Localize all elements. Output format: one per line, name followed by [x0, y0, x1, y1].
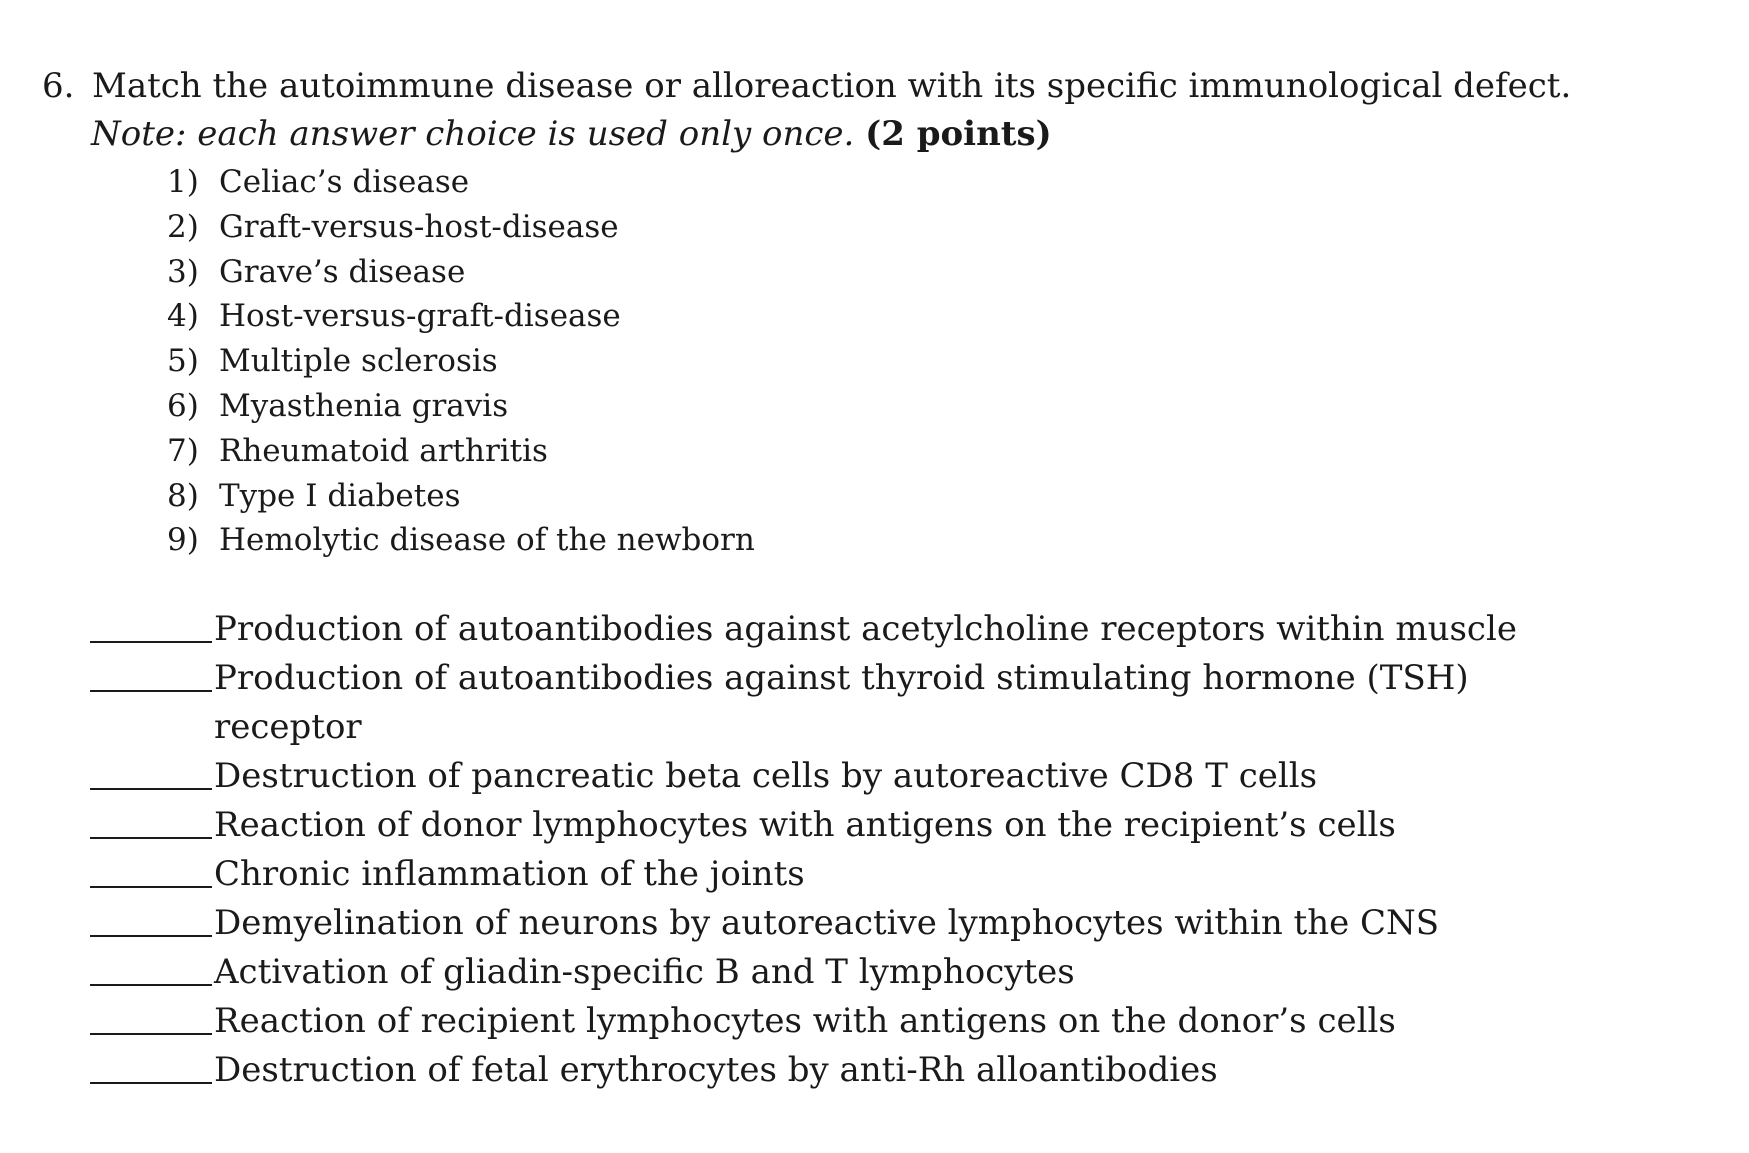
- defect-description: Production of autoantibodies against thyroid stimulating hormone (TSH): [214, 658, 1469, 698]
- choice-label: Celiac’s disease: [219, 164, 470, 200]
- choice-label: Hemolytic disease of the newborn: [219, 522, 755, 559]
- choice-item: [167, 384, 755, 429]
- matching-row: [90, 899, 1517, 948]
- question-note: [91, 110, 1052, 158]
- answer-blank[interactable]: [90, 690, 212, 692]
- answer-blank[interactable]: [90, 641, 212, 643]
- matching-row: [90, 850, 1517, 899]
- choice-label: Graft-versus-host-disease: [219, 208, 619, 245]
- note-text: Note: each answer choice is used only once.: [91, 114, 855, 154]
- matching-row: [90, 997, 1517, 1046]
- matching-row: [90, 654, 1517, 703]
- points-label: (2 points): [865, 114, 1052, 154]
- choice-label: Rheumatoid arthritis: [219, 432, 548, 469]
- choice-item: [167, 250, 755, 295]
- choice-number: 9): [167, 522, 199, 559]
- choice-item: [167, 474, 755, 519]
- question-number: 6.: [42, 66, 75, 106]
- choice-number: 3): [167, 253, 199, 290]
- choice-number: 8): [167, 477, 199, 514]
- answer-blank[interactable]: [90, 1082, 212, 1084]
- choice-number: 7): [167, 432, 199, 469]
- defect-description: Reaction of recipient lymphocytes with antigens on the donor’s cells: [214, 1001, 1396, 1041]
- choice-number: 5): [167, 343, 199, 380]
- defect-description: Reaction of donor lymphocytes with antigens on the recipient’s cells: [214, 805, 1396, 845]
- answer-blank[interactable]: [90, 886, 212, 888]
- choice-label: Grave’s disease: [219, 253, 466, 290]
- choice-number: 4): [167, 298, 199, 335]
- answer-blank[interactable]: [90, 788, 212, 790]
- defect-description: Chronic inflammation of the joints: [214, 854, 805, 894]
- answer-blank[interactable]: [90, 1033, 212, 1035]
- choice-number: 2): [167, 208, 199, 245]
- defect-description: Production of autoantibodies against acetylcholine receptors within muscle: [214, 609, 1517, 649]
- choice-item: [167, 294, 755, 339]
- choice-item: [167, 429, 755, 474]
- answer-blank[interactable]: [90, 837, 212, 839]
- question-prompt: [42, 62, 1571, 110]
- matching-row: [90, 752, 1517, 801]
- defect-description-continuation: receptor: [214, 707, 362, 747]
- answer-blank[interactable]: [90, 935, 212, 937]
- choice-label: Host-versus-graft-disease: [219, 298, 621, 335]
- choice-number: 1): [167, 164, 199, 200]
- defect-description: Demyelination of neurons by autoreactive lymphocytes within the CNS: [214, 903, 1440, 943]
- answer-choices-list: [167, 160, 755, 563]
- question-text: Match the autoimmune disease or alloreaction with its specific immunological defect.: [92, 66, 1572, 106]
- matching-row: [90, 801, 1517, 850]
- choice-item: [167, 160, 755, 205]
- defect-description: Activation of gliadin-specific B and T lymphocytes: [214, 952, 1075, 992]
- choice-item: [167, 205, 755, 250]
- choice-number: 6): [167, 387, 199, 424]
- choice-label: Myasthenia gravis: [219, 387, 509, 424]
- matching-blanks-list: [90, 605, 1517, 1095]
- defect-description: Destruction of pancreatic beta cells by autoreactive CD8 T cells: [214, 756, 1318, 796]
- matching-row: [90, 1046, 1517, 1095]
- matching-row: [90, 605, 1517, 654]
- choice-item: [167, 518, 755, 563]
- choice-label: Type I diabetes: [219, 477, 461, 514]
- choice-label: Multiple sclerosis: [219, 343, 498, 380]
- answer-blank[interactable]: [90, 984, 212, 986]
- choice-item: [167, 339, 755, 384]
- matching-row: [90, 948, 1517, 997]
- defect-description: Destruction of fetal erythrocytes by anti-Rh alloantibodies: [214, 1050, 1218, 1090]
